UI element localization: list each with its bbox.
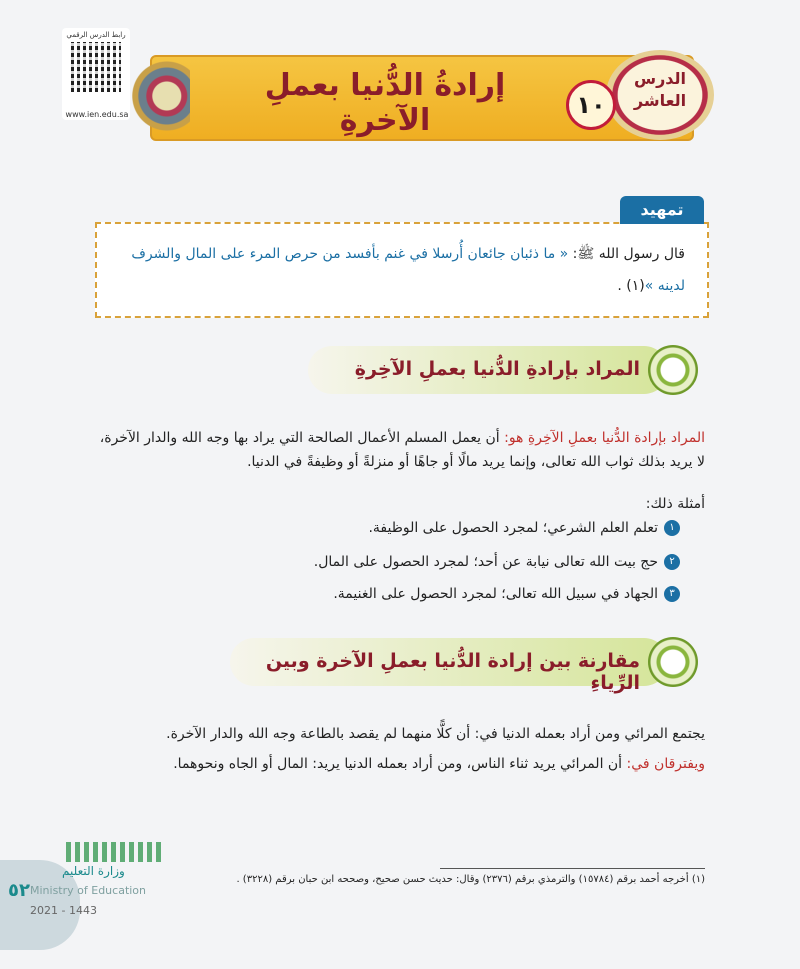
page-number: ٥٢ xyxy=(8,880,30,901)
footnote-divider xyxy=(440,868,705,869)
intro-ref: (١) . xyxy=(617,278,645,294)
number-badge: ٣ xyxy=(664,586,680,602)
qr-panel xyxy=(62,28,130,120)
section2-line1: يجتمع المرائي ومن أراد بعمله الدنيا في: أن كلًّا منهما لم يقصد بالطاعة وجه الله والدار الآخرة. xyxy=(166,726,705,742)
section2-ornament-icon xyxy=(648,637,698,687)
qr-label: رابط الدرس الرقمي xyxy=(66,31,126,39)
examples-label: أمثلة ذلك: xyxy=(645,496,705,512)
lesson-tag-line1: الدرس xyxy=(633,69,687,88)
section1-ornament-icon xyxy=(648,345,698,395)
section2-line2-text: أن المرائي يريد ثناء الناس، ومن أراد بعمله الدنيا يريد: المال أو الجاه ونحوهما. xyxy=(173,756,627,772)
definition-label: المراد بإرادة الدُّنيا بعملِ الآخِرةِ هو: xyxy=(504,430,705,446)
section1-definition xyxy=(95,426,705,474)
intro-tab: تمهيد xyxy=(620,196,704,224)
ministry-name-en: Ministry of Education xyxy=(30,884,147,897)
lesson-tag-text xyxy=(612,68,708,112)
footnote: (١) أخرجه أحمد برقم (١٥٧٨٤) والترمذي برقم (٢٣٧٦) وقال: حديث حسن صحيح، وصححه ابن حبان برقم (٣٢٢٨) . xyxy=(236,874,705,885)
qr-code-icon[interactable] xyxy=(71,42,121,92)
list-item-text: الجهاد في سبيل الله تعالى؛ لمجرد الحصول على الغنيمة. xyxy=(333,586,658,602)
list-item xyxy=(200,554,680,570)
section2-line2 xyxy=(95,752,705,776)
list-item xyxy=(200,520,680,536)
definition-text: أن يعمل المسلم الأعمال الصالحة التي يراد بها وجه الله والدار الآخرة، لا يريد بذلك ثواب الله تعالى، وإنما يريد مالًا أو جاهًا أو منزلةً أو وظيفةً في الدنيا. xyxy=(99,430,705,470)
ministry-logo-icon xyxy=(66,842,162,862)
lesson-tag-line2: العاشر xyxy=(633,91,687,110)
section1-title: المراد بإرادةِ الدُّنيا بعملِ الآخِرةِ xyxy=(354,358,640,380)
intro-quote: « ما ذئبان جائعان أُرسلا في غنم بأفسد من حرص المرء على المال والشرف لدينه » xyxy=(131,246,685,294)
intro-lead: قال رسول الله ﷺ: xyxy=(568,246,685,262)
ministry-name-ar: وزارة التعليم xyxy=(62,864,125,878)
lesson-number: ١٠ xyxy=(566,80,616,130)
edition-year: 2021 - 1443 xyxy=(30,904,97,917)
qr-url[interactable]: www.ien.edu.sa xyxy=(65,110,129,119)
lesson-title: إرادةُ الدُّنيا بعملِ الآخرةِ xyxy=(264,68,506,138)
ornament-icon xyxy=(132,50,190,142)
number-badge: ١ xyxy=(664,520,680,536)
list-item-text: حج بيت الله تعالى نيابة عن أحد؛ لمجرد الحصول على المال. xyxy=(313,554,658,570)
section2-line2-label: ويفترقان في: xyxy=(626,756,705,772)
number-badge: ٢ xyxy=(664,554,680,570)
list-item-text: تعلم العلم الشرعي؛ لمجرد الحصول على الوظيفة. xyxy=(368,520,658,536)
list-item xyxy=(200,586,680,602)
intro-text xyxy=(120,238,685,302)
section2-title: مقارنة بين إرادة الدُّنيا بعملِ الآخرة وبين الرِّياءِ xyxy=(265,650,640,694)
